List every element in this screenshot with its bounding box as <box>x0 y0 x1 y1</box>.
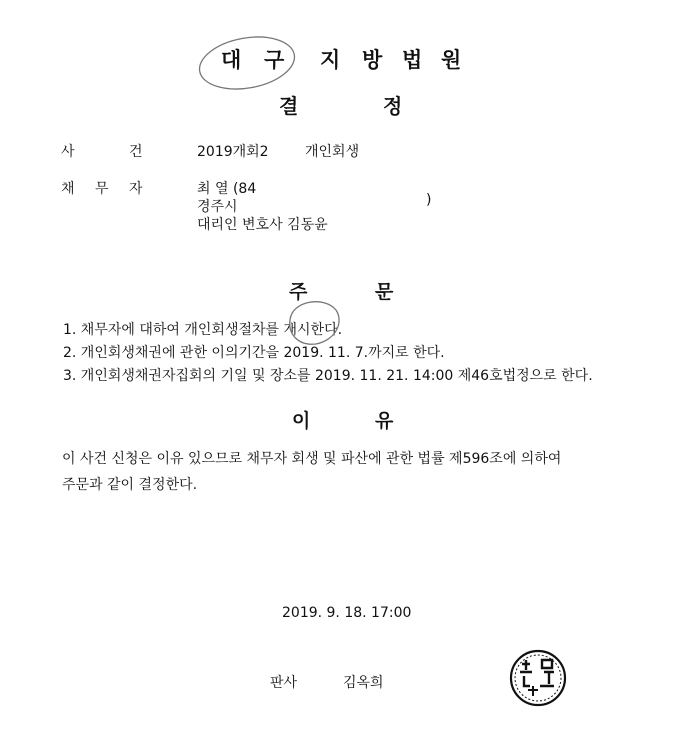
case-type: 개인회생 <box>305 144 360 160</box>
judge-name: 김옥희 <box>343 675 384 691</box>
judge-title: 판사 <box>270 675 298 691</box>
case-number: 2019개회2 <box>197 144 269 160</box>
reason-text-line: 이 사건 신청은 이유 있으므로 채무자 회생 및 파산에 관한 법률 제596조에 의하여 <box>62 451 562 467</box>
decision-date: 2019. 9. 18. 17:00 <box>282 605 412 621</box>
reason-text-line: 주문과 같이 결정한다. <box>62 477 198 493</box>
court-char: 방 <box>362 48 385 72</box>
debtor-label-char: 무 <box>95 181 109 197</box>
reason-title-char: 이 <box>292 410 311 432</box>
debtor-name: 최 열 (84 <box>197 181 257 197</box>
court-char: 지 <box>320 48 343 72</box>
decision-title-char: 정 <box>383 94 403 118</box>
case-label-char: 건 <box>129 144 143 160</box>
order-item: 2. 개인회생채권에 관한 이의기간을 2019. 11. 7.까지로 한다. <box>63 345 445 361</box>
debtor-label-char: 자 <box>129 181 143 197</box>
case-label-char: 사 <box>61 144 75 160</box>
debtor-address: 경주시 <box>197 199 238 215</box>
court-char: 원 <box>441 48 464 72</box>
decision-title-char: 결 <box>279 94 299 118</box>
order-title-char: 주 <box>289 281 308 303</box>
order-item: 3. 개인회생채권자집회의 기일 및 장소를 2019. 11. 21. 14:00 제46호법정으로 한다. <box>63 368 593 384</box>
debtor-label-char: 채 <box>61 181 75 197</box>
debtor-agent: 대리인 변호사 김동윤 <box>197 217 328 233</box>
debtor-address-tail: ) <box>426 192 432 208</box>
court-char: 구 <box>264 48 287 72</box>
judge-seal-stamp <box>511 651 565 705</box>
court-char: 법 <box>402 48 425 72</box>
court-char: 대 <box>221 48 244 72</box>
order-item: 1. 채무자에 대하여 개인회생절차를 개시한다. <box>63 322 343 338</box>
order-title-char: 문 <box>375 281 394 303</box>
reason-title-char: 유 <box>375 410 394 432</box>
